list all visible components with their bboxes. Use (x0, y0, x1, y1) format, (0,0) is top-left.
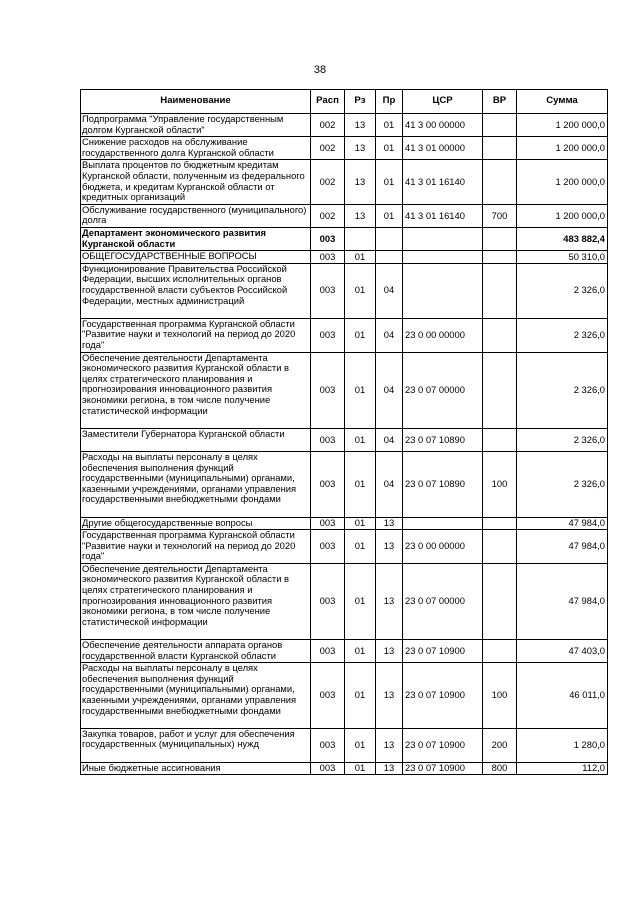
cell-sum: 46 011,0 (517, 663, 608, 729)
cell-vr: 100 (483, 451, 517, 517)
table-row (81, 137, 608, 160)
budget-table (80, 89, 608, 775)
cell-csr: 41 3 01 16140 (403, 204, 483, 227)
cell-csr (403, 227, 483, 250)
cell-rasp: 003 (311, 640, 345, 663)
cell-vr (483, 517, 517, 530)
table-row (81, 663, 608, 729)
cell-name: Обслуживание государственного (муниципального) долга (81, 204, 311, 227)
cell-pr: 01 (376, 137, 403, 160)
cell-rasp: 003 (311, 263, 345, 318)
cell-vr (483, 563, 517, 639)
table-row (81, 318, 608, 352)
table-row (81, 563, 608, 639)
cell-csr: 23 0 07 10900 (403, 762, 483, 775)
cell-sum: 1 280,0 (517, 728, 608, 762)
cell-rz: 01 (345, 663, 376, 729)
cell-rz: 01 (345, 640, 376, 663)
cell-sum: 1 200 000,0 (517, 204, 608, 227)
cell-rz: 01 (345, 251, 376, 264)
cell-rz: 01 (345, 352, 376, 428)
cell-csr (403, 517, 483, 530)
cell-vr (483, 530, 517, 564)
cell-rasp: 003 (311, 451, 345, 517)
cell-vr (483, 227, 517, 250)
cell-rasp: 003 (311, 227, 345, 250)
cell-pr: 01 (376, 204, 403, 227)
cell-rz: 13 (345, 160, 376, 204)
cell-rz: 01 (345, 530, 376, 564)
cell-pr: 13 (376, 762, 403, 775)
cell-pr (376, 227, 403, 250)
table-row (81, 263, 608, 318)
cell-rasp: 003 (311, 762, 345, 775)
cell-csr: 23 0 07 10900 (403, 728, 483, 762)
cell-rasp: 003 (311, 318, 345, 352)
table-row (81, 640, 608, 663)
cell-rasp: 002 (311, 204, 345, 227)
cell-csr: 23 0 07 00000 (403, 563, 483, 639)
cell-csr: 23 0 07 00000 (403, 352, 483, 428)
cell-rasp: 002 (311, 114, 345, 137)
cell-rasp: 003 (311, 663, 345, 729)
cell-name: Снижение расходов на обслуживание государственного долга Курганской области (81, 137, 311, 160)
cell-name: Обеспечение деятельности Департамента экономического развития Курганской области в целях стратегического планирования и прогнозирования инновационного развития экономики региона, в том числе получение статистической информации (81, 563, 311, 639)
cell-sum: 47 403,0 (517, 640, 608, 663)
table-row (81, 517, 608, 530)
table-row (81, 114, 608, 137)
table-row (81, 428, 608, 451)
table-row (81, 530, 608, 564)
cell-csr (403, 251, 483, 264)
cell-rz: 13 (345, 137, 376, 160)
cell-pr: 04 (376, 451, 403, 517)
page-number: 38 (313, 64, 327, 76)
cell-pr: 13 (376, 663, 403, 729)
cell-name: Выплата процентов по бюджетным кредитам Курганской области, полученным из федерального бюджета, и кредитам Курганской области от кредитных организаций (81, 160, 311, 204)
cell-pr: 13 (376, 640, 403, 663)
table-header-row (81, 90, 608, 114)
cell-vr: 200 (483, 728, 517, 762)
table-row (81, 762, 608, 775)
cell-name: Заместители Губернатора Курганской области (81, 428, 311, 451)
cell-pr: 04 (376, 263, 403, 318)
cell-sum: 1 200 000,0 (517, 114, 608, 137)
cell-sum: 47 984,0 (517, 530, 608, 564)
cell-csr: 23 0 00 00000 (403, 530, 483, 564)
cell-rasp: 003 (311, 517, 345, 530)
cell-name: Департамент экономического развития Курганской области (81, 227, 311, 250)
cell-name: Закупка товаров, работ и услуг для обеспечения государственных (муниципальных) нужд (81, 728, 311, 762)
cell-name: Обеспечение деятельности Департамента экономического развития Курганской области в целях стратегического планирования и прогнозирования инновационного развития экономики региона, в том числе получение статистической информации (81, 352, 311, 428)
cell-rz: 01 (345, 517, 376, 530)
cell-rz: 01 (345, 563, 376, 639)
cell-sum: 112,0 (517, 762, 608, 775)
cell-rasp: 002 (311, 160, 345, 204)
cell-csr: 23 0 00 00000 (403, 318, 483, 352)
cell-sum: 47 984,0 (517, 517, 608, 530)
cell-vr (483, 160, 517, 204)
cell-sum: 50 310,0 (517, 251, 608, 264)
cell-pr: 01 (376, 160, 403, 204)
table-row (81, 204, 608, 227)
cell-sum: 2 326,0 (517, 263, 608, 318)
cell-name: Государственная программа Курганской области "Развитие науки и технологий на период до 2020 года" (81, 318, 311, 352)
header-rasp: Расп (311, 90, 345, 114)
cell-name: Другие общегосударственные вопросы (81, 517, 311, 530)
cell-rasp: 003 (311, 728, 345, 762)
cell-csr: 41 3 01 16140 (403, 160, 483, 204)
cell-rz: 01 (345, 318, 376, 352)
cell-name: Расходы на выплаты персоналу в целях обеспечения выполнения функций государственными (муниципальными) органами, казенными учреждениями, органами управления государственными внебюджетными фондами (81, 451, 311, 517)
cell-csr: 23 0 07 10890 (403, 451, 483, 517)
cell-rasp: 003 (311, 251, 345, 264)
cell-vr: 700 (483, 204, 517, 227)
table-row (81, 352, 608, 428)
cell-csr: 23 0 07 10900 (403, 640, 483, 663)
cell-vr (483, 251, 517, 264)
table-row (81, 160, 608, 204)
cell-pr: 13 (376, 728, 403, 762)
cell-csr (403, 263, 483, 318)
cell-name: Функционирование Правительства Российской Федерации, высших исполнительных органов государственной власти субъектов Российской Федерации, местных администраций (81, 263, 311, 318)
table-body (81, 114, 608, 775)
header-pr: Пр (376, 90, 403, 114)
header-rz: Рз (345, 90, 376, 114)
cell-pr: 13 (376, 530, 403, 564)
table-row (81, 251, 608, 264)
table-row (81, 227, 608, 250)
cell-rasp: 002 (311, 137, 345, 160)
cell-pr: 13 (376, 517, 403, 530)
cell-pr: 01 (376, 114, 403, 137)
header-name: Наименование (81, 90, 311, 114)
cell-name: Подпрограмма "Управление государственным долгом Курганской области" (81, 114, 311, 137)
cell-sum: 1 200 000,0 (517, 137, 608, 160)
cell-vr: 800 (483, 762, 517, 775)
cell-sum: 2 326,0 (517, 451, 608, 517)
cell-rasp: 003 (311, 530, 345, 564)
cell-sum: 47 984,0 (517, 563, 608, 639)
cell-rz: 01 (345, 451, 376, 517)
cell-rasp: 003 (311, 352, 345, 428)
cell-pr: 04 (376, 318, 403, 352)
cell-name: Расходы на выплаты персоналу в целях обеспечения выполнения функций государственными (муниципальными) органами, казенными учреждениями, органами управления государственными внебюджетными фондами (81, 663, 311, 729)
cell-name: Иные бюджетные ассигнования (81, 762, 311, 775)
cell-csr: 41 3 01 00000 (403, 137, 483, 160)
cell-pr: 04 (376, 428, 403, 451)
cell-pr: 13 (376, 563, 403, 639)
header-csr: ЦСР (403, 90, 483, 114)
cell-csr: 41 3 00 00000 (403, 114, 483, 137)
cell-vr: 100 (483, 663, 517, 729)
cell-rz: 01 (345, 728, 376, 762)
cell-sum: 1 200 000,0 (517, 160, 608, 204)
cell-pr (376, 251, 403, 264)
header-vr: ВР (483, 90, 517, 114)
cell-csr: 23 0 07 10890 (403, 428, 483, 451)
cell-rasp: 003 (311, 428, 345, 451)
table-row (81, 728, 608, 762)
cell-sum: 2 326,0 (517, 428, 608, 451)
cell-csr: 23 0 07 10900 (403, 663, 483, 729)
cell-rasp: 003 (311, 563, 345, 639)
cell-rz (345, 227, 376, 250)
cell-rz: 13 (345, 114, 376, 137)
cell-rz: 13 (345, 204, 376, 227)
cell-vr (483, 640, 517, 663)
cell-vr (483, 318, 517, 352)
cell-name: ОБЩЕГОСУДАРСТВЕННЫЕ ВОПРОСЫ (81, 251, 311, 264)
cell-name: Государственная программа Курганской области "Развитие науки и технологий на период до 2020 года" (81, 530, 311, 564)
cell-vr (483, 352, 517, 428)
cell-sum: 2 326,0 (517, 352, 608, 428)
cell-vr (483, 428, 517, 451)
header-sum: Сумма (517, 90, 608, 114)
cell-rz: 01 (345, 762, 376, 775)
cell-vr (483, 137, 517, 160)
table-row (81, 451, 608, 517)
cell-sum: 2 326,0 (517, 318, 608, 352)
cell-rz: 01 (345, 263, 376, 318)
cell-sum: 483 882,4 (517, 227, 608, 250)
cell-rz: 01 (345, 428, 376, 451)
cell-vr (483, 263, 517, 318)
cell-name: Обеспечение деятельности аппарата органов государственной власти Курганской области (81, 640, 311, 663)
cell-vr (483, 114, 517, 137)
cell-pr: 04 (376, 352, 403, 428)
